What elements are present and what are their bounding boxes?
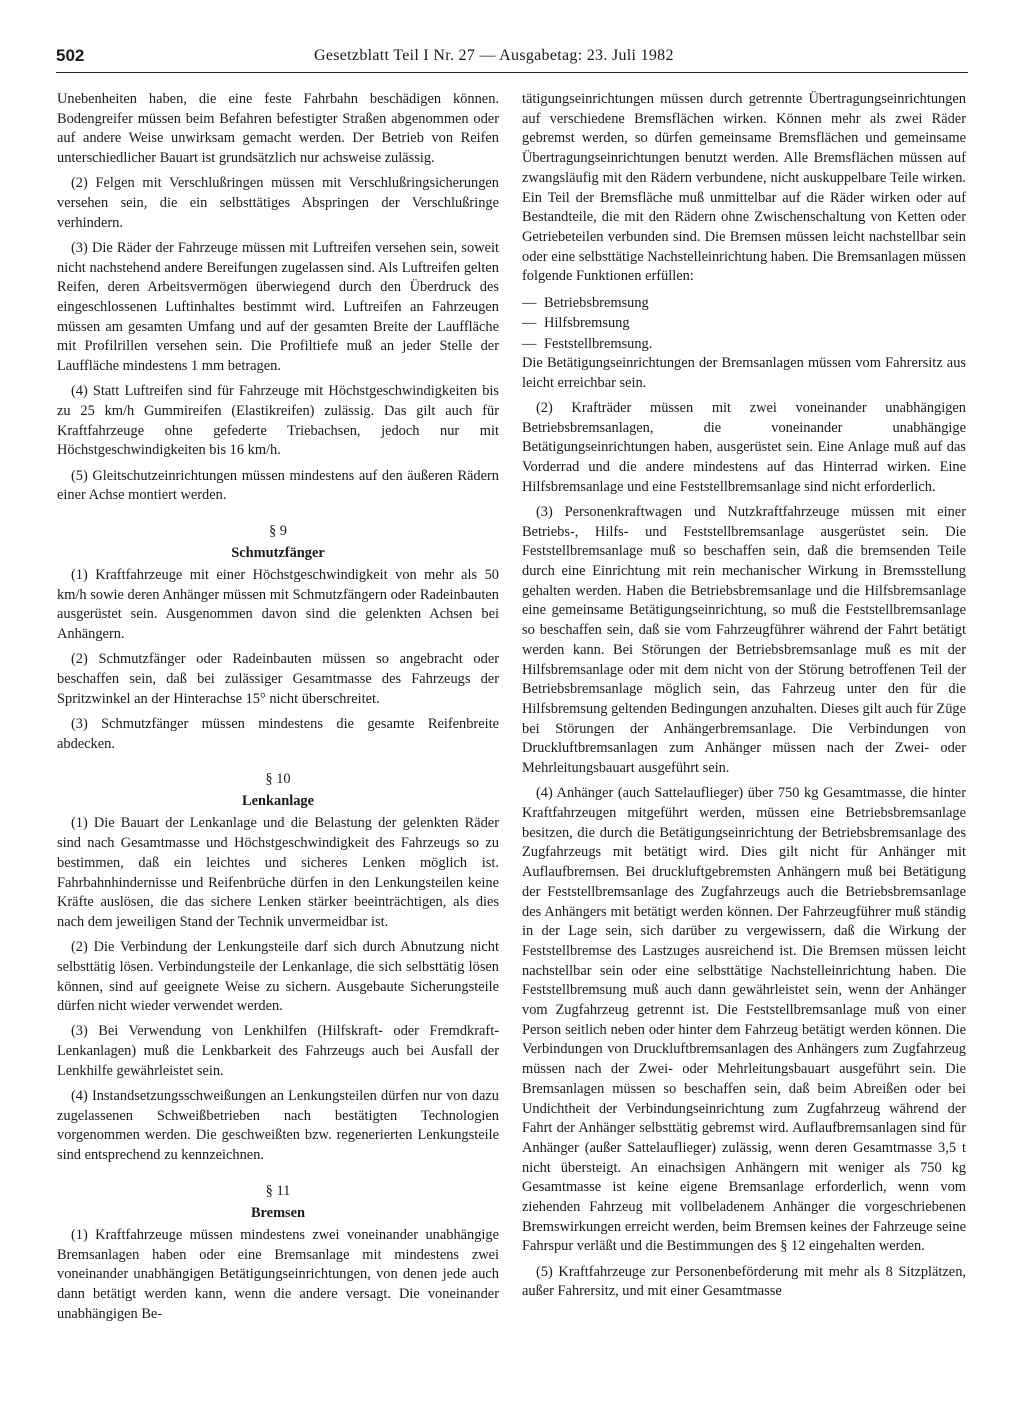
dash: — — [522, 315, 537, 332]
paragraph: Unebenheiten haben, die eine feste Fahrbahn beschädigen können. Bodengreifer müssen beim Befahren befestigter Straßen abgenommen oder auf andere Weise unwirksam gemacht werden. Der Betrieb von Reifen unterschiedlicher Bauart ist grundsätzlich nur achsweise zulässig. — [57, 91, 499, 167]
paragraph: (4) Statt Luftreifen sind für Fahrzeuge mit Höchstgeschwindigkeiten bis zu 25 km/h Gummireifen (Elastikreifen) zulässig. Das gilt auch für Kraftfahrzeuge ohne gefederte Triebachsen, jedoch nur mit Höchstgeschwindigkeiten bis 16 km/h. — [57, 383, 499, 459]
page-number: 502 — [56, 46, 85, 65]
paragraph: (3) Bei Verwendung von Lenkhilfen (Hilfskraft- oder Fremdkraft-Lenkanlagen) muß die Lenkbarkeit des Fahrzeugs auch bei Ausfall der Lenkhilfe gewährleistet sein. — [57, 1023, 499, 1079]
list-item: — Hilfsbremsung — [522, 313, 966, 334]
paragraph: (1) Die Bauart der Lenkanlage und die Belastung der gelenkten Räder sind nach Gesamtmasse und Höchstgeschwindigkeit des Fahrzeugs so zu bestimmen, daß ein leichtes und sicheres Lenken möglich ist. Fahrbahnhindernisse und Reifenbrüche dürfen in den Lenkungsteilen keine Kräfte auslösen, die das sichere Lenken stärker beeinträchtigen, als dies nach dem jeweiligen Stand der Technik unvermeidbar ist. — [57, 815, 499, 930]
paragraph: (5) Gleitschutzeinrichtungen müssen mindestens auf den äußeren Rädern einer Achse montiert werden. — [57, 467, 499, 504]
paragraph: (2) Schmutzfänger oder Radeinbauten müssen so angebracht oder beschaffen sein, daß bei zulässiger Gesamtmasse des Fahrzeugs der Spritzwinkel an der Hinterachse 15° nicht überschreitet. — [57, 651, 499, 707]
paragraph: (1) Kraftfahrzeuge müssen mindestens zwei voneinander unabhängige Bremsanlagen haben oder eine Bremsanlage mit mindestens zwei voneinander unabhängigen Betätigungseinrichtungen, von denen jede auch dann betätigt werden kann, wenn die andere versagt. Die voneinander unabhängigen Be- — [57, 1226, 499, 1322]
section-number-9: § 9 — [269, 523, 287, 540]
paragraph: (2) Krafträder müssen mit zwei voneinander unabhängigen Betriebsbremsanlagen, die voneinander unabhängige Betätigungseinrichtungen haben, ausgerüstet sein. Eine Anlage muß auf das Vorderrad und die andere mindestens auf das Hinterrad wirken. Eine Hilfsbremsanlage und eine Feststellbremsanlage sind nicht erforderlich. — [522, 399, 966, 495]
paragraph: (2) Die Verbindung der Lenkungsteile darf sich durch Abnutzung nicht selbsttätig lösen. Verbindungsteile der Lenkanlage, die sich selbsttätig lösen können, sind auf geeignete Weise zu sichern. Ausgebaute Sicherungsteile dürfen nicht wieder verwendet werden. — [57, 939, 499, 1015]
list-item: — Betriebsbremsung — [522, 293, 966, 314]
paragraph: (4) Instandsetzungsschweißungen an Lenkungsteilen dürfen nur von dazu zugelassenen Schweißbetrieben nach bestätigten Technologien vorgenommen werden. Die geschweißten bzw. regenerierten Lenkungsteile sind entsprechend zu kennzeichnen. — [57, 1088, 499, 1164]
brake-function-list — [522, 293, 966, 355]
paragraph: (5) Kraftfahrzeuge zur Personenbeförderung mit mehr als 8 Sitzplätzen, außer Fahrersitz, und mit einer Gesamtmasse — [522, 1263, 966, 1300]
paragraph: (2) Felgen mit Verschlußringen müssen mit Verschlußringsicherungen versehen sein, die ein selbsttätiges Abspringen der Verschlußringe verhindern. — [57, 175, 499, 231]
paragraph: (3) Die Räder der Fahrzeuge müssen mit Luftreifen versehen sein, soweit nicht nachstehend andere Bereifungen zugelassen sind. Als Luftreifen gelten Reifen, deren Arbeitsvermögen überwiegend durch den Überdruck des eingeschlossenen Luftinhaltes bestimmt wird. Luftreifen an Fahrzeugen müssen am gesamten Umfang und auf der gesamten Breite der Lauffläche mit Profilrillen versehen sein. Die Profiltiefe muß an jeder Stelle der Lauffläche mindestens 1 mm betragen. — [57, 239, 499, 375]
paragraph: (3) Personenkraftwagen und Nutzkraftfahrzeuge müssen mit einer Betriebs-, Hilfs- und Feststellbremsanlage ausgerüstet sein. Die Feststellbremsanlage muß so beschaffen sein, daß die bremsenden Teile durch eine Einrichtung mit rein mechanischer Wirkung in Bremsstellung gehalten werden. Haben die Betriebsbremsanlage und die Hilfsbremsanlage eine gemeinsame Betätigungseinrichtung, so muß die Feststellbremsanlage so beschaffen sein, daß sie vom Fahrzeugführer während der Fahrt betätigt werden kann. Bei Störungen der Betriebsbremsanlage muß es mit der Hilfsbremsanlage oder mit dem nicht von der Störung betroffenen Teil der Betriebsbremsanlage möglich sein, das Fahrzeug unter den für die Hilfsbremsung geltenden Bedingungen anzuhalten. Dieses gilt auch für Züge bei Störungen der Anhängerbremsanlage. Die Verbindungen von Druckluftbremsanlagen zum Anhänger müssen nach der Zwei- oder Mehrleitungsbauart ausgeführt sein. — [522, 503, 966, 777]
dash: — — [522, 294, 537, 311]
left-column — [57, 90, 499, 1330]
section-title-9: Schmutzfänger — [231, 545, 325, 562]
paragraph: (4) Anhänger (auch Sattelauflieger) über 750 kg Gesamtmasse, die hinter Kraftfahrzeugen mitgeführt werden, müssen eine Betriebsbremsanlage besitzen, die durch die Betätigungseinrichtung der Betriebsbremsanlage des Zugfahrzeugs mit betätigt wird. Dies gilt nicht für Anhänger mit Auflaufbremsen. Bei druckluftgebremsten Anhängern muß bei Betätigung der Feststellbremsanlage des Zugfahrzeugs auch die Betriebsbremsanlage des Anhängers mit betätigt werden können. Der Fahrzeugführer muß ständig in der Lage sein, sich darüber zu vergewissern, daß die Wirkung der Feststellbremse des Lastzuges ausreichend ist. Die Bremsen müssen leicht nachstellbar sein oder eine selbsttätige Nachstelleinrichtung haben. Die Feststellbremsung muß auch dann gewährleistet sein, wenn der Anhänger vom Zugfahrzeug getrennt ist. Die Feststellbremsanlage muß von einer Person seitlich neben oder hinter dem Fahrzeug betätigt werden können. Die Verbindungen von Druckluftbremsanlagen des Anhängers zum Zugfahrzeug müssen nach der Zwei- oder Mehrleitungsbauart ausgeführt sein. Die Bremsanlagen müssen so beschaffen sein, daß beim Abreißen oder bei Undichtheit der Verbindungseinrichtung zum Zugfahrzeug während der Fahrt der Anhänger selbsttätig gebremst wird. Auflaufbremsanlagen sind für Anhänger (außer Sattelauflieger) zulässig, wenn deren Gesamtmasse 3,5 t nicht übersteigt. An einachsigen Anhängern mit weniger als 750 kg Gesamtmasse ist keine eigene Bremsanlage erforderlich, wenn vom ziehenden Fahrzeug mit vollbeladenem Anhänger die vorgeschriebenen Bremswirkungen erreicht werden, beim Bremsen keines der Fahrzeuge seine Fahrspur verläßt und die Bestimmungen des § 12 eingehalten werden. — [522, 785, 966, 1255]
section-number-10: § 10 — [265, 771, 291, 788]
section-number-11: § 11 — [265, 1182, 291, 1199]
dash: — — [522, 335, 537, 352]
paragraph: tätigungseinrichtungen müssen durch getrennte Übertragungseinrichtungen auf verschiedene Bremsflächen wirken. Können mehr als zwei Räder gebremst werden, so dürfen gemeinsame Bremsflächen und gemeinsame Übertragungseinrichtungen benutzt werden. Alle Bremsflächen müssen auf zwangsläufig mit den Rädern verbundene, nicht auskuppelbare Teile wirken. Ein Teil der Bremsfläche muß unmittelbar auf die Räder wirken oder auf Bestandteile, die mit den Rädern ohne Zwischenschaltung von Ketten oder Getriebeteilen verbunden sind. Die Bremsen müssen leicht nachstellbar sein oder eine selbsttätige Nachstelleinrichtung haben. Die Bremsanlagen müssen folgende Funktionen erfüllen: — [522, 91, 966, 285]
paragraph: (3) Schmutzfänger müssen mindestens die gesamte Reifenbreite abdecken. — [57, 715, 499, 752]
section-title-10: Lenkanlage — [242, 793, 314, 810]
paragraph: Die Betätigungseinrichtungen der Bremsanlagen müssen vom Fahrersitz aus leicht erreichbar sein. — [522, 355, 966, 391]
paragraph: (1) Kraftfahrzeuge mit einer Höchstgeschwindigkeit von mehr als 50 km/h sowie deren Anhänger müssen mit Schmutzfängern oder Radeinbauten ausgerüstet sein. Ausgenommen davon sind die gelenkten Achsen bei Anhängern. — [57, 567, 499, 643]
header-title: Gesetzblatt Teil I Nr. 27 — Ausgabetag: 23. Juli 1982 — [314, 47, 674, 64]
list-item: — Feststellbremsung. — [522, 334, 966, 355]
section-title-11: Bremsen — [250, 1204, 306, 1221]
page-header — [56, 44, 968, 73]
right-column — [522, 90, 966, 1308]
